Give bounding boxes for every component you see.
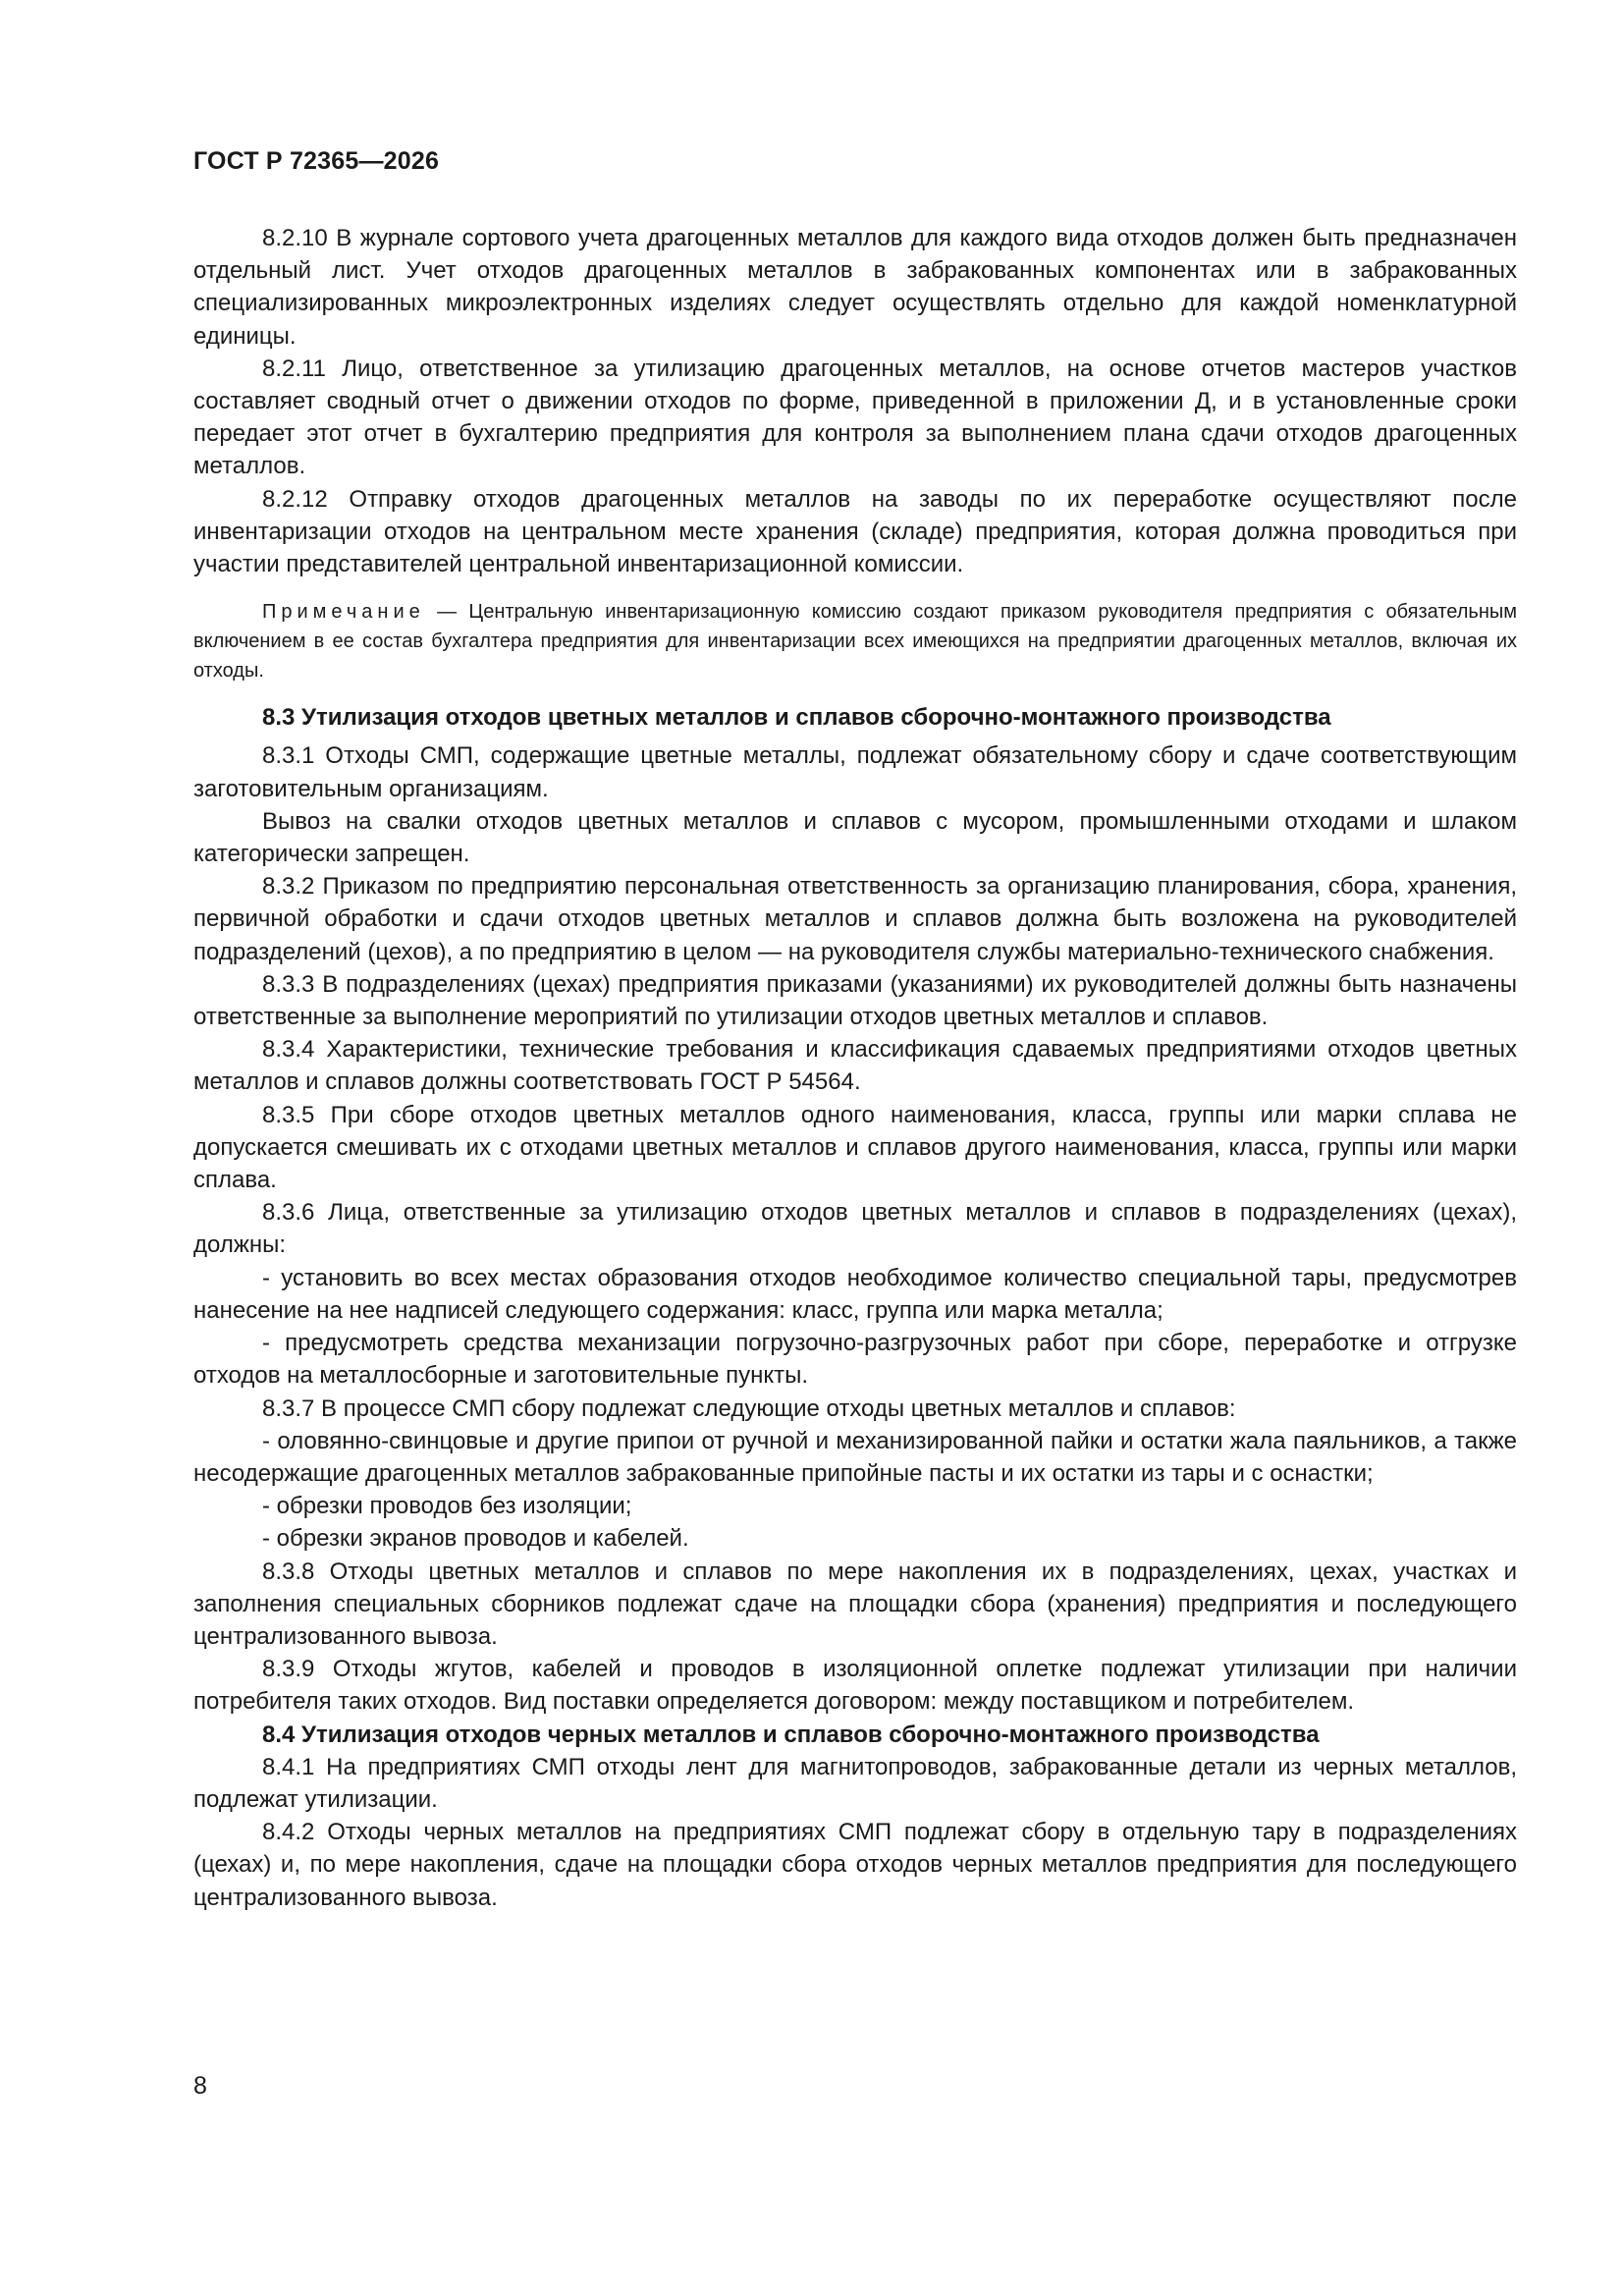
clause-8-2-10: 8.2.10 В журнале сортового учета драгоценных металлов для каждого вида отходов должен быть предназначен отдельный лист. Учет отходов драгоценных металлов в забракованных компонентах или в забракованных специализированных микроэлектронных изделиях следует осуществлять отдельно для каждой номенклатурной единицы. xyxy=(193,225,1517,350)
document-header: ГОСТ Р 72365—2026 xyxy=(193,147,440,175)
note-dash: — xyxy=(424,601,469,624)
clause-8-4-2: 8.4.2 Отходы черных металлов на предприятиях СМП подлежат сбору в отдельную тару в подразделениях (цехах) и, по мере накопления, сдаче на площадки сбора отходов черных металлов предприятия для последующего централизованного вывоза. xyxy=(193,1819,1517,1911)
clause-8-3-2: 8.3.2 Приказом по предприятию персональная ответственность за организацию планирования, сбора, хранения, первичной обработки и сдачи отходов цветных металлов и сплавов должна быть возложена на руководителей подразделений (цехов), а по предприятию в целом — на руководителя службы материально-технического снабжения. xyxy=(193,873,1517,965)
clause-8-3-6: 8.3.6 Лица, ответственные за утилизацию отходов цветных металлов и сплавов в подразделениях (цехах), должны: xyxy=(193,1199,1517,1259)
clause-8-3-8: 8.3.8 Отходы цветных металлов и сплавов по мере накопления их в подразделениях, цехах, участках и заполнения специальных сборников подлежат сдаче на площадки сбора (хранения) предприятия и последующего централизованного вывоза. xyxy=(193,1558,1517,1650)
list-item: - обрезки проводов без изоляции; xyxy=(262,1493,632,1520)
section-heading-8-3: 8.3 Утилизация отходов цветных металлов и сплавов сборочно-монтажного производства xyxy=(262,704,1331,732)
note-label: Примечание xyxy=(262,601,425,624)
clause-8-2-12: 8.2.12 Отправку отходов драгоценных металлов на заводы по их переработке осуществляют после инвентаризации отходов на центральном месте хранения (складе) предприятия, которая должна проводиться при участии представителей центральной инвентаризационной комиссии. xyxy=(193,485,1517,578)
clause-8-3-5: 8.3.5 При сборе отходов цветных металлов одного наименования, класса, группы или марки сплава не допускается смешивать их с отходами цветных металлов и сплавов другого наименования, класса, группы или марки сплава. xyxy=(193,1101,1517,1194)
clause-8-3-9: 8.3.9 Отходы жгутов, кабелей и проводов в изоляционной оплетке подлежат утилизации при наличии потребителя таких отходов. Вид поставки определяется договором: между поставщиком и потребителем. xyxy=(193,1656,1517,1716)
clause-8-3-7: 8.3.7 В процессе СМП сбору подлежат следующие отходы цветных металлов и сплавов: xyxy=(262,1394,1236,1422)
clause-8-3-4: 8.3.4 Характеристики, технические требования и классификация сдаваемых предприятиями отходов цветных металлов и сплавов должны соответствовать ГОСТ Р 54564. xyxy=(193,1036,1517,1096)
list-item: - установить во всех местах образования отходов необходимое количество специальной тары, предусмотрев нанесение на нее надписей следующего содержания: класс, группа или марка металла; xyxy=(193,1264,1517,1324)
list-item: - обрезки экранов проводов и кабелей. xyxy=(262,1525,689,1553)
clause-8-4-1: 8.4.1 На предприятиях СМП отходы лент для магнитопроводов, забракованные детали из черных металлов, подлежат утилизации. xyxy=(193,1753,1517,1813)
page-number: 8 xyxy=(193,2072,207,2100)
paragraph-dump-ban: Вывоз на свалки отходов цветных металлов и сплавов с мусором, промышленными отходами и шлаком категорически запрещен. xyxy=(193,807,1517,868)
section-heading-8-4: 8.4 Утилизация отходов черных металлов и сплавов сборочно-монтажного производства xyxy=(262,1721,1320,1748)
clause-8-3-1: 8.3.1 Отходы СМП, содержащие цветные металлы, подлежат обязательному сбору и сдаче соответствующим заготовительным организациям. xyxy=(193,742,1517,802)
list-item: - оловянно-свинцовые и другие припои от ручной и механизированной пайки и остатки жала паяльников, а также несодержащие драгоценных металлов забракованные припойные пасты и их остатки из тары и с оснастки; xyxy=(193,1427,1517,1487)
document-body xyxy=(193,222,1517,1914)
note xyxy=(193,597,1517,685)
list-item: - предусмотреть средства механизации погрузочно-разгрузочных работ при сборе, переработке и отгрузке отходов на металлосборные и заготовительные пункты. xyxy=(193,1330,1517,1390)
clause-8-2-11: 8.2.11 Лицо, ответственное за утилизацию драгоценных металлов, на основе отчетов мастеров участков составляет сводный отчет о движении отходов по форме, приведенной в приложении Д, и в установленные сроки передает этот отчет в бухгалтерию предприятия для контроля за выполнением плана сдачи отходов драгоценных металлов. xyxy=(193,355,1517,480)
note-text: Центральную инвентаризационную комиссию создают приказом руководителя предприятия с обязательным включением в ее состав бухгалтера предприятия для инвентаризации всех имеющихся на предприятии драгоценных металлов, включая их отходы. xyxy=(193,601,1517,683)
clause-8-3-3: 8.3.3 В подразделениях (цехах) предприятия приказами (указаниями) их руководителей должны быть назначены ответственные за выполнение мероприятий по утилизации отходов цветных металлов и сплавов. xyxy=(193,970,1517,1031)
